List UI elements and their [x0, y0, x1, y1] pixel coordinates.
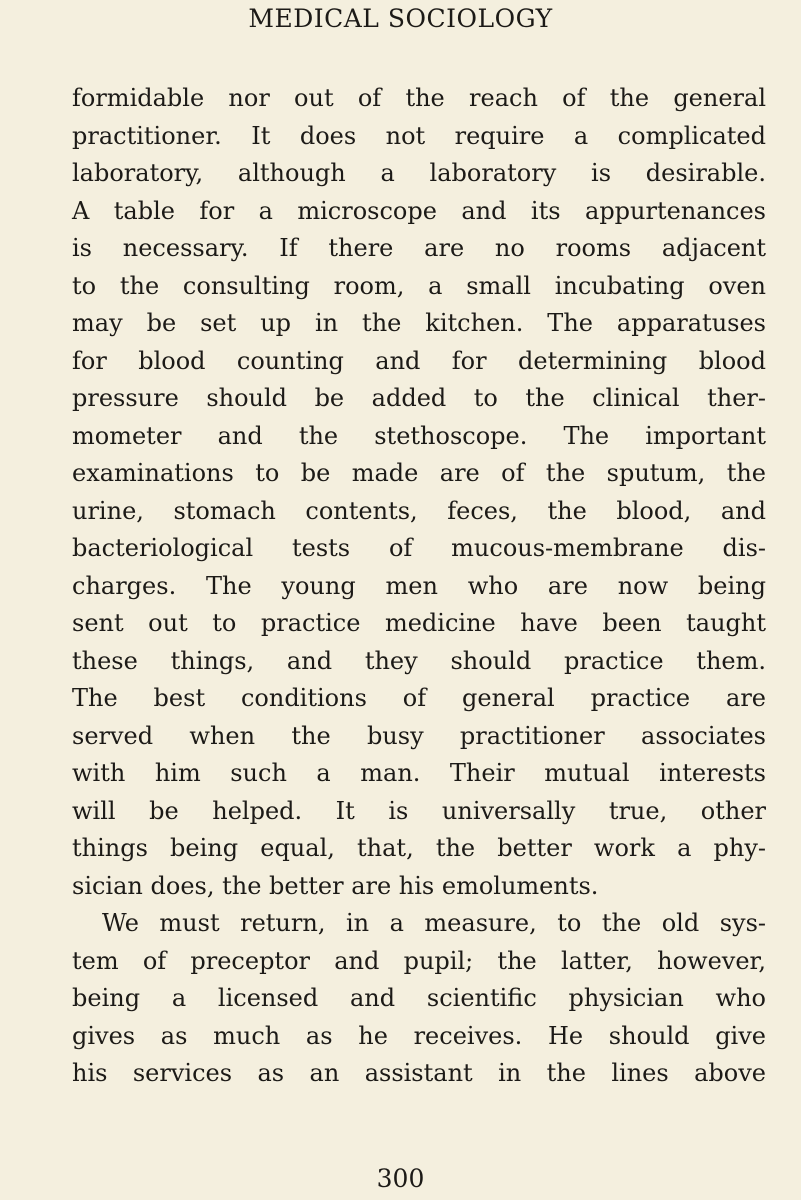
body-text: [72, 80, 766, 1093]
text-line: urine, stomach contents, feces, the blood, and: [72, 496, 766, 525]
text-line: these things, and they should practice them.: [72, 646, 766, 675]
text-line: sician does, the better are his emoluments.: [72, 871, 599, 900]
text-line: practitioner. It does not require a complicated: [72, 121, 766, 150]
text-line: We must return, in a measure, to the old sys-: [102, 909, 766, 937]
text-line: pressure should be added to the clinical ther-: [72, 384, 766, 412]
page-number: 300: [376, 1164, 425, 1193]
text-line: formidable nor out of the reach of the general: [72, 84, 766, 112]
text-line: to the consulting room, a small incubating oven: [72, 271, 766, 300]
running-title: MEDICAL SOCIOLOGY: [248, 4, 553, 33]
text-line: examinations to be made are of the sputum, the: [72, 459, 766, 487]
text-line: will be helped. It is universally true, other: [72, 796, 766, 825]
text-line: served when the busy practitioner associates: [72, 721, 766, 750]
text-line: his services as an assistant in the lines above: [72, 1059, 766, 1087]
text-line: with him such a man. Their mutual interests: [72, 759, 766, 787]
text-line: A table for a microscope and its appurtenances: [72, 196, 766, 225]
text-line: may be set up in the kitchen. The apparatuses: [72, 309, 766, 337]
text-line: mometer and the stethoscope. The important: [72, 421, 766, 450]
text-line: charges. The young men who are now being: [72, 571, 766, 600]
text-line: gives as much as he receives. He should give: [72, 1021, 766, 1050]
text-line: things being equal, that, the better work a phy-: [72, 834, 766, 862]
text-line: being a licensed and scientific physician who: [72, 984, 766, 1012]
text-line: The best conditions of general practice are: [72, 684, 766, 712]
text-line: for blood counting and for determining blood: [72, 346, 766, 375]
text-line: sent out to practice medicine have been taught: [72, 609, 766, 637]
text-line: bacteriological tests of mucous-membrane dis-: [72, 534, 766, 562]
text-line: is necessary. If there are no rooms adjacent: [72, 234, 766, 262]
text-line: laboratory, although a laboratory is desirable.: [72, 159, 766, 187]
text-line: tem of preceptor and pupil; the latter, however,: [72, 946, 766, 975]
